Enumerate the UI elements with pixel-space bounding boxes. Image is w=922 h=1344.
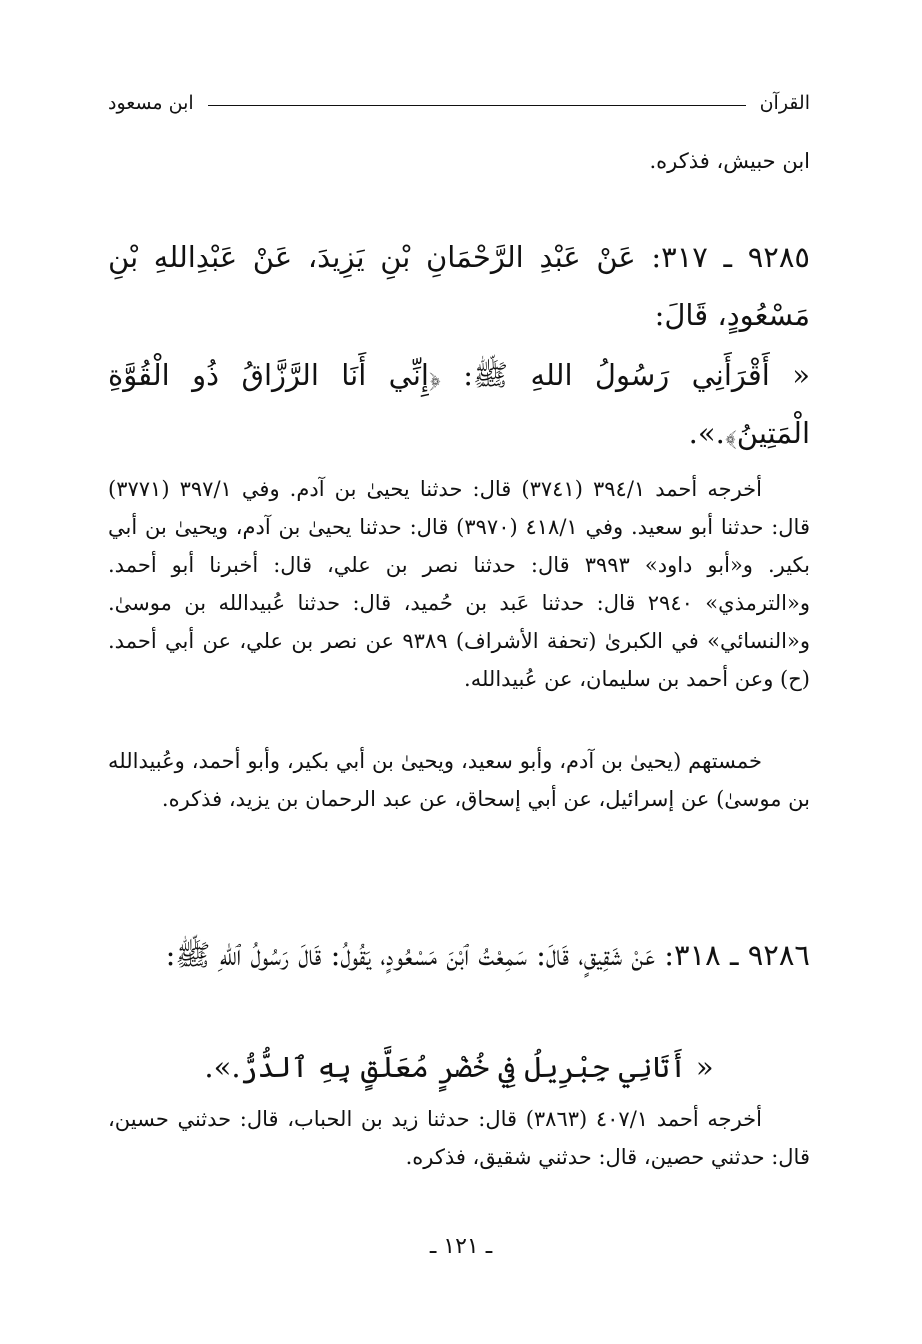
header-section-title: القرآن: [759, 92, 810, 114]
previous-hadith-tail: ابن حبيش، فذكره.: [649, 149, 810, 173]
hadith-9286-takhrij: أخرجه أحمد ٤٠٧/١ (٣٨٦٣) قال: حدثنا زيد بن الحباب، قال: حدثني حسين، قال: حدثني حصين، قال: حدثني شقيق، فذكره.: [108, 1107, 810, 1169]
page-number: ـ ١٢١ ـ: [429, 1234, 493, 1259]
header-rule: [208, 105, 746, 106]
hadith-9286-matn: « أَتَانِي جِبْرِيلُ فِي خُضْرٍ مُعَلَّقٍ بِهِ ٱلدُّرُّ.».: [204, 1050, 714, 1084]
hadith-9285-matn: « أَقْرَأَنِي رَسُولُ اللهِ ﷺ: ﴿إِنِّي أَنَا الرَّزَّاقُ ذُو الْقُوَّةِ الْمَتِينُ﴾.».: [108, 358, 810, 450]
hadith-9286-chain: ٩٢٨٦ ـ ٣١٨: عَنْ شَقِيقٍ، قَالَ: سَمِعْتُ ٱبْنَ مَسْعُودٍ، يَقُولُ: قَالَ رَسُولُ ٱللهِ ﷺ:: [165, 938, 810, 972]
header-companion-name: ابن مسعود: [108, 92, 194, 114]
hadith-9285-chain: ٩٢٨٥ ـ ٣١٧: عَنْ عَبْدِ الرَّحْمَانِ بْنِ يَزِيدَ، عَنْ عَبْدِاللهِ بْنِ مَسْعُودٍ، قَالَ:: [108, 240, 811, 332]
hadith-9285-takhrij: أخرجه أحمد ٣٩٤/١ (٣٧٤١) قال: حدثنا يحيىٰ بن آدم. وفي ٣٩٧/١ (٣٧٧١) قال: حدثنا أبو سعيد. وفي ٤١٨/١ (٣٩٧٠) قال: حدثنا يحيىٰ بن آدم، ويحيىٰ بن أبي بكير. و«أبو داود» ٣٩٩٣ قال: حدثنا نصر بن علي، قال: أخبرنا أبو أحمد. و«الترمذي» ٢٩٤٠ قال: حدثنا عَبد بن حُميد، قال: حدثنا عُبيدالله بن موسىٰ. و«النسائي» في الكبرىٰ (تحفة الأشراف) ٩٣٨٩ عن نصر بن علي، عن أبي أحمد. (ح) وعن أحمد بن سليمان، عن عُبيدالله.: [108, 477, 810, 691]
hadith-9285-takhrij-summary: خمستهم (يحيىٰ بن آدم، وأبو سعيد، ويحيىٰ بن أبي بكير، وأبو أحمد، وعُبيدالله بن موسىٰ) عن إسرائيل، عن أبي إسحاق، عن عبد الرحمان بن يزيد، فذكره.: [108, 749, 810, 811]
running-header: [108, 88, 810, 118]
